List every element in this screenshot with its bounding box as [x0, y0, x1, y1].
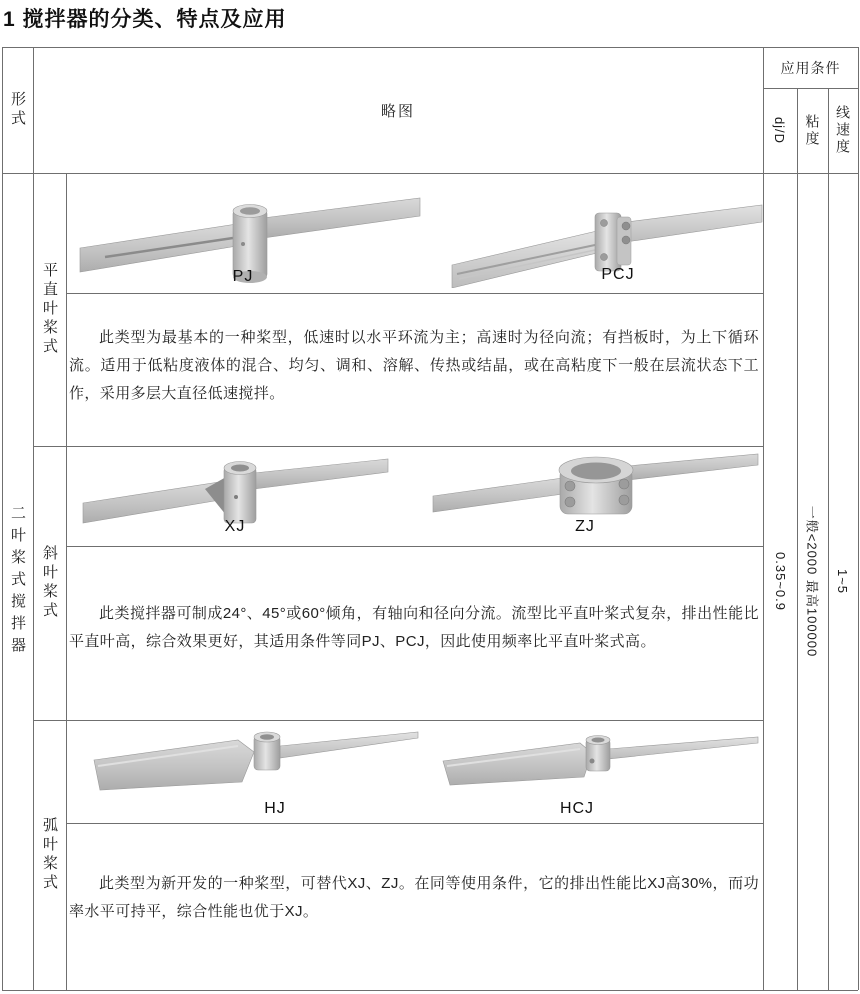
col-header-form-label: 形式 [9, 91, 26, 129]
grid-line [33, 720, 763, 721]
model-label-zj: ZJ [575, 518, 595, 535]
description-curved: 此类型为新开发的一种桨型，可替代XJ、ZJ。在同等使用条件，它的排出性能比XJ高30%，而功率水平可持平，综合性能也优于XJ。 [69, 875, 759, 920]
value-djd-ratio [763, 173, 797, 990]
value-line-speed [828, 173, 858, 990]
grid-line [858, 47, 859, 990]
grid-line [2, 990, 858, 991]
grid-line [66, 546, 763, 547]
row-label-flat-straight-blade-text: 平直叶桨式 [41, 262, 58, 357]
hj-image [88, 724, 423, 804]
value-viscosity [797, 173, 828, 990]
col-header-sketch [33, 47, 763, 173]
model-label-hcj: HCJ [559, 800, 595, 817]
grid-line [66, 173, 67, 990]
col-header-viscosity [797, 88, 828, 173]
col-header-line-speed [828, 88, 858, 173]
row-group-label-text: 二叶桨式搅拌器 [9, 504, 26, 659]
row-label-curved-blade-text: 弧叶桨式 [41, 817, 58, 893]
col-header-djd-ratio-label: dj/D [772, 116, 788, 145]
col-header-application-conditions-label: 应用条件 [780, 59, 841, 76]
col-header-line-speed-label: 线速度 [835, 105, 851, 156]
grid-line [33, 446, 763, 447]
col-header-application-conditions [763, 47, 858, 88]
col-header-djd-ratio [763, 88, 797, 173]
col-header-sketch-label: 略图 [380, 102, 415, 120]
row-group-label-two-blade-paddle [2, 173, 33, 990]
xj-image [78, 453, 393, 528]
row-label-pitched-blade [33, 446, 66, 720]
model-label-pcj: PCJ [601, 266, 635, 283]
zj-image [428, 450, 763, 525]
model-label-pj: PJ [232, 268, 254, 285]
grid-line [66, 823, 763, 824]
value-djd-ratio-text: 0.35~0.9 [772, 552, 788, 611]
hcj-image [438, 731, 763, 801]
description-pitched: 此类搅拌器可制成24°、45°或60°倾角，有轴向和径向分流。流型比平直叶桨式复杂，排出性能比平直叶高，综合效果更好，其适用条件等同PJ、PCJ，因此使用频率比平直叶桨式高。 [69, 605, 759, 650]
model-label-xj: XJ [224, 518, 246, 535]
page-title: 1 搅拌器的分类、特点及应用 [3, 8, 287, 31]
grid-line [66, 293, 763, 294]
row-label-pitched-blade-text: 斜叶桨式 [41, 545, 58, 621]
description-flat-straight: 此类型为最基本的一种桨型，低速时以水平环流为主；高速时为径向流；有挡板时，为上下循环流。适用于低粘度液体的混合、均匀、调和、溶解、传热或结晶，或在高粘度下一般在层流状态下工作，采用多层大直径低速搅拌。 [69, 329, 759, 402]
value-line-speed-text: 1~5 [835, 568, 851, 595]
col-header-form [2, 47, 33, 173]
value-viscosity-text: 一般<2000 最高100000 [804, 505, 820, 658]
col-header-viscosity-label: 粘度 [804, 113, 821, 148]
row-label-flat-straight-blade [33, 173, 66, 446]
row-label-curved-blade [33, 720, 66, 990]
grid-line [2, 173, 858, 174]
model-label-hj: HJ [264, 800, 286, 817]
